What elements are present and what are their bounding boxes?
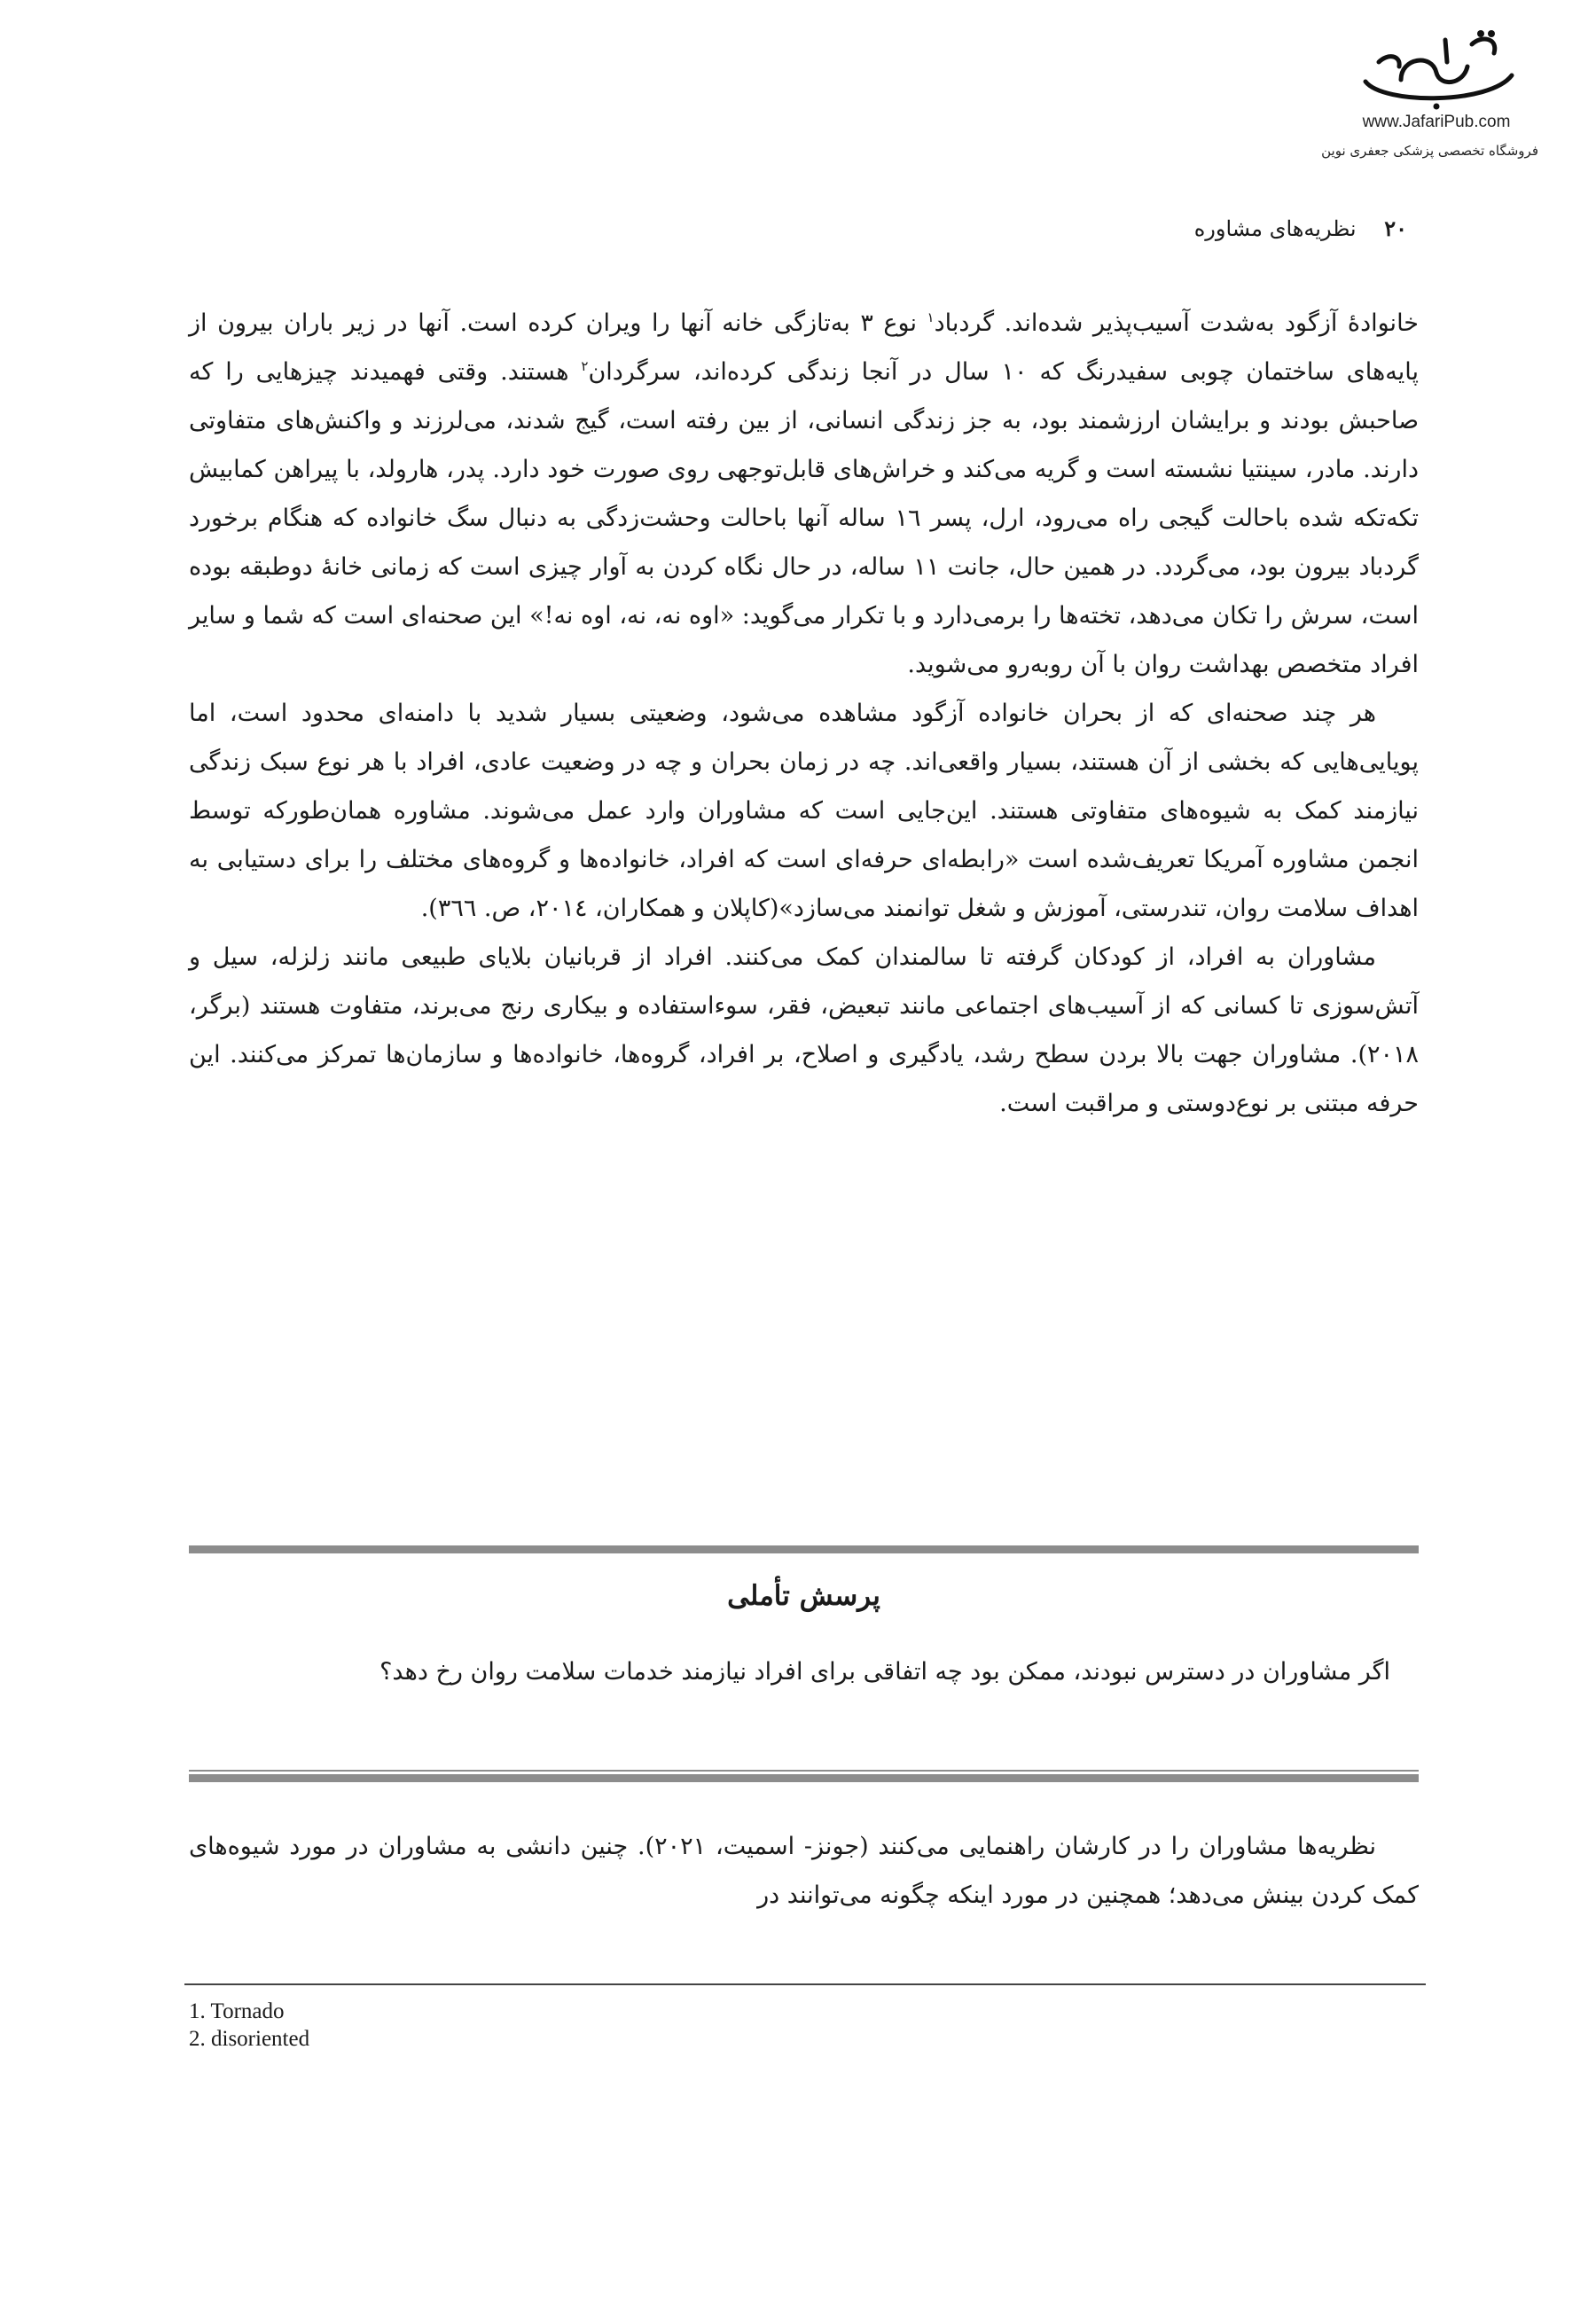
footnotes <box>189 1998 309 2053</box>
paragraph-3: مشاوران به افراد، از کودکان گرفته تا سالمندان کمک می‌کنند. افراد از قربانیان بلایای طبیعی مانند زلزله، سیل و آتش‌سوزی تا کسانی که از آسیب‌های اجتماعی مانند تبعیض، فقر، سوءاستفاده و بیکاری رنج می‌برند، متفاوت هستند (برگر، ۲۰۱۸). مشاوران جهت بالا بردن سطح رشد، یادگیری و اصلاح، بر افراد، گروه‌ها، خانواده‌ها و سازمان‌ها تمرکز می‌کنند. این حرفه مبتنی بر نوع‌دوستی و مراقبت است. <box>189 943 1419 1117</box>
paragraph-2: هر چند صحنه‌ای که از بحران خانواده آزگود مشاهده می‌شود، وضعیتی بسیار شدید با دامنه‌ای محدود است، اما پویایی‌هایی که بخشی از آن هستند، بسیار واقعی‌اند. چه در زمان بحران و چه در وضعیت عادی، افراد با هر نوع سبک زندگی نیازمند کمک به شیوه‌های متفاوتی هستند. این‌جایی است که مشاوران وارد عمل می‌شوند. مشاوره همان‌طورکه توسط انجمن مشاوره آمریکا تعریف‌شده است «رابطه‌ای حرفه‌ای است که افراد، خانواده‌ها و گروه‌های مختلف را برای دستیابی به اهداف سلامت روان، تندرستی، آموزش و شغل توانمند می‌سازد»(کاپلان و همکاران، ۲۰۱٤، ص. ۳٦٦). <box>189 700 1419 922</box>
publisher-url: www.JafariPub.com <box>1362 113 1511 131</box>
reflection-title: پرسش تأملی <box>727 1580 880 1612</box>
footnote-rule <box>184 1983 1426 1985</box>
page-number: ۲۰ <box>1384 215 1407 241</box>
footnote-2: 2. disoriented <box>189 2027 310 2051</box>
footnote-ref-2: ۲ <box>581 358 589 374</box>
box-bottom-rule-thin <box>189 1770 1419 1772</box>
reflection-question: اگر مشاوران در دسترس نبودند، ممکن بود چه اتفاقی برای افراد نیازمند خدمات سلامت روان رخ دهد؟ <box>379 1658 1390 1686</box>
footnote-1: 1. Tornado <box>189 1999 285 2023</box>
paragraph-4: نظریه‌ها مشاوران را در کارشان راهنمایی می‌کنند (جونز- اسمیت، ۲۰۲۱). چنین دانشی به مشاوران در مورد شیوه‌های کمک کردن بینش می‌دهد؛ همچنین در مورد اینکه چگونه می‌توانند در <box>189 1833 1419 1909</box>
box-top-rule <box>189 1545 1419 1553</box>
body-text <box>189 299 1419 1128</box>
paragraph-1: خانوادهٔ آزگود به‌شدت آسیب‌پذیر شده‌اند. گردباد$^۱$ نوع ۳ به‌تازگی خانه آنها را ویران کرده است. آنها در زیر باران بیرون از پایه‌های ساختمان چوبی سفیدرنگ که ۱۰ سال در آنجا زندگی کرده‌اند، سرگردان$^۲$ هستند. وقتی فهمیدند چیزهایی را که صاحبش بودند و برایشان ارزشمند بود، به جز زندگی انسانی، از بین رفته است، گیج شدند، می‌لرزند و واکنش‌های متفاوتی دارند. مادر، سینتیا نشسته است و گریه می‌کند و خراش‌های قابل‌توجهی روی صورت خود دارد. پدر، هارولد، با پیراهن کمابیش تکه‌تکه شده باحالت گیجی راه می‌رود، ارل، پسر ۱٦ ساله آنها باحالت وحشت‌زدگی به دنبال سگ خانواده که هنگام برخورد گردباد بیرون بود، می‌گردد. در همین حال، جانت ۱۱ ساله، در حال نگاه کردن به آوار چیزی است که زمانی خانهٔ دوطبقه بوده است، سرش را تکان می‌دهد، تخته‌ها را برمی‌دارد و با تکرار می‌گوید: «اوه نه، نه، اوه نه!» این صحنه‌ای است که شما و سایر افراد متخصص بهداشت روان با آن روبه‌رو می‌شوید. <box>189 309 1420 678</box>
footnote-ref-1: ۱ <box>927 309 935 325</box>
box-bottom-rule <box>189 1774 1419 1782</box>
book-title: نظریه‌های مشاوره <box>1193 216 1357 241</box>
publisher-logo <box>1321 27 1538 159</box>
publisher-shop-name: فروشگاه تخصصی پزشکی جعفری نوین <box>1321 143 1538 159</box>
running-head <box>1194 215 1407 241</box>
calligraphy-logo-icon <box>1348 27 1525 111</box>
